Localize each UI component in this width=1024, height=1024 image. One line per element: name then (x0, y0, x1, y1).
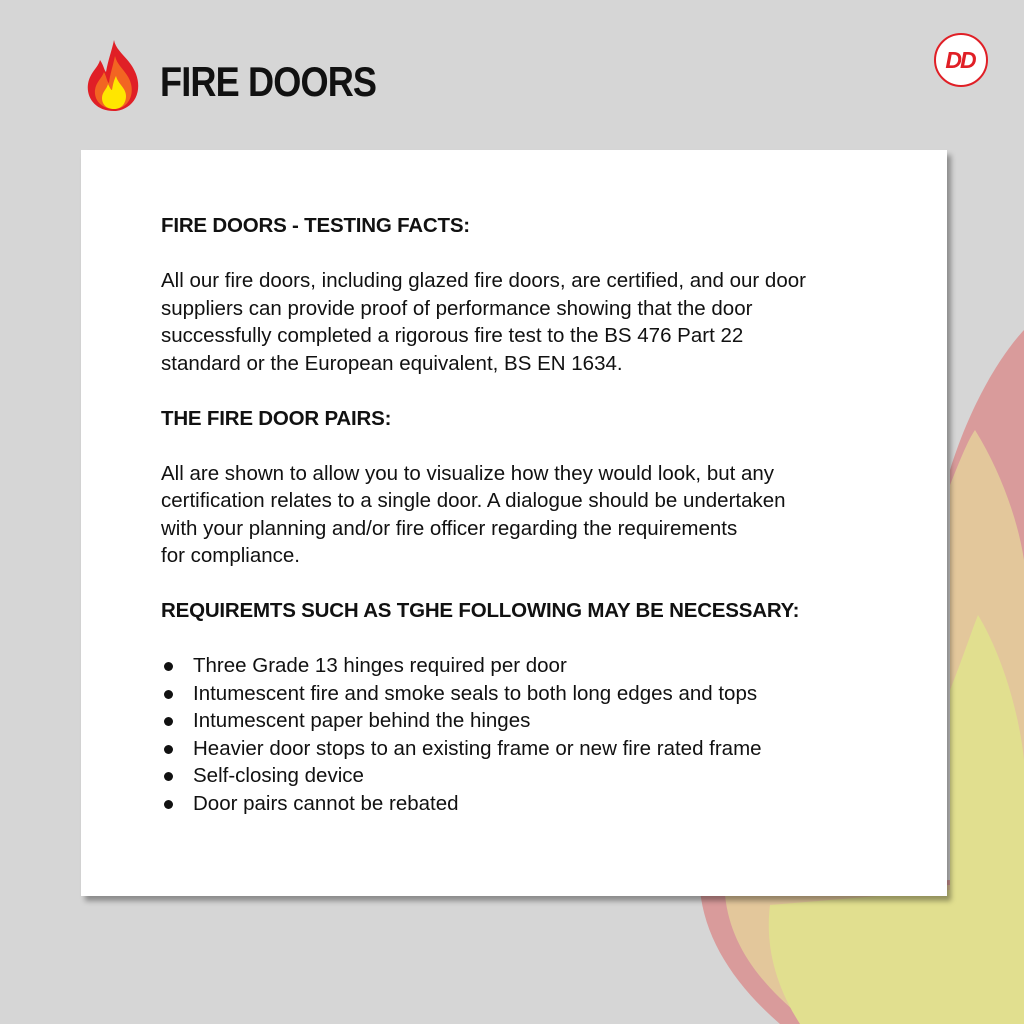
list-item (161, 735, 881, 763)
section-heading-testing-facts: FIRE DOORS - TESTING FACTS: (161, 214, 470, 237)
list-item (161, 790, 881, 818)
section-heading-requirements: REQUIREMTS SUCH AS TGHE FOLLOWING MAY BE NECESSARY: (161, 599, 800, 622)
bullet-icon (164, 662, 173, 671)
list-item-text: Three Grade 13 hinges required per door (193, 654, 567, 677)
list-item-text: Intumescent fire and smoke seals to both long edges and tops (193, 681, 758, 705)
paragraph-line: with your planning and/or fire officer regarding the requirements (161, 516, 738, 540)
list-item (161, 762, 881, 790)
bullet-icon (164, 690, 173, 699)
content-card (81, 150, 947, 896)
bullet-icon (164, 717, 173, 726)
bullet-icon (164, 800, 173, 809)
list-item (161, 680, 881, 708)
bullet-icon (164, 745, 173, 754)
paragraph-line: successfully completed a rigorous fire test to the BS 476 Part 22 (161, 324, 744, 347)
page-title: FIRE DOORS (160, 58, 377, 105)
paragraph-line: suppliers can provide proof of performance showing that the door (161, 296, 753, 320)
door-pairs-paragraph (161, 460, 881, 570)
section-heading-door-pairs: THE FIRE DOOR PAIRS: (161, 406, 392, 430)
paragraph-line: All are shown to allow you to visualize how they would look, but any (161, 461, 775, 485)
logo-text: DD (945, 46, 975, 73)
requirements-list (161, 652, 881, 817)
paragraph-line: for compliance. (161, 544, 301, 567)
paragraph-line: certification relates to a single door. A dialogue should be undertaken (161, 489, 786, 512)
list-item-text: Heavier door stops to an existing frame or new fire rated frame (193, 736, 762, 760)
list-item (161, 707, 881, 735)
list-item (161, 652, 881, 680)
list-item-text: Intumescent paper behind the hinges (193, 709, 531, 732)
paragraph-line: standard or the European equivalent, BS EN 1634. (161, 351, 623, 375)
testing-facts-paragraph (161, 267, 881, 377)
dd-logo[interactable] (934, 33, 988, 87)
flame-icon (86, 38, 142, 112)
list-item-text: Door pairs cannot be rebated (193, 791, 459, 815)
paragraph-line: All our fire doors, including glazed fire doors, are certified, and our door (161, 269, 806, 292)
card-content (161, 212, 881, 817)
bullet-icon (164, 772, 173, 781)
list-item-text: Self-closing device (193, 764, 364, 787)
